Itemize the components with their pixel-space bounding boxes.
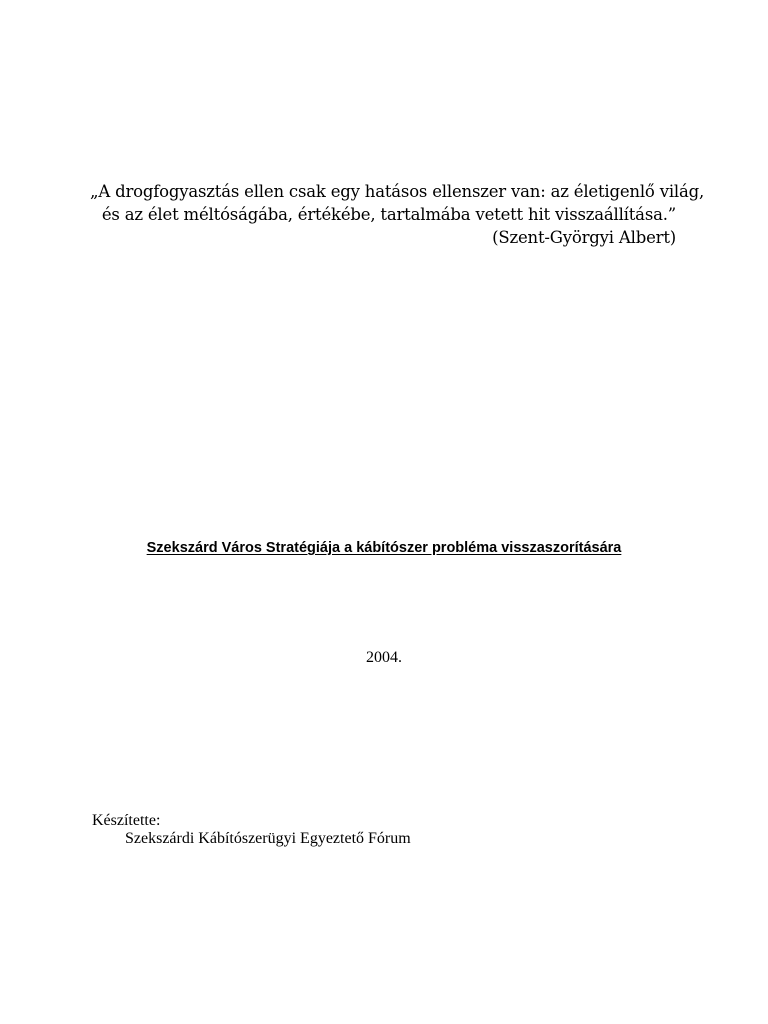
document-title: Szekszárd Város Stratégiája a kábítószer probléma visszaszorítására	[146, 540, 622, 556]
author-label: Készítette:	[92, 812, 161, 829]
quote-line-1: „A drogfogyasztás ellen csak egy hatásos ellenszer van: az életigenlő világ,	[90, 182, 705, 201]
quote-line-2: és az élet méltóságába, értékébe, tartalmába vetett hit visszaállítása.”	[101, 205, 676, 224]
author-name: Szekszárdi Kábítószerügyi Egyeztető Fórum	[125, 830, 411, 847]
epigraph-quote	[90, 180, 705, 249]
document-year: 2004.	[366, 649, 402, 666]
quote-attribution: (Szent-Györgyi Albert)	[492, 228, 676, 247]
